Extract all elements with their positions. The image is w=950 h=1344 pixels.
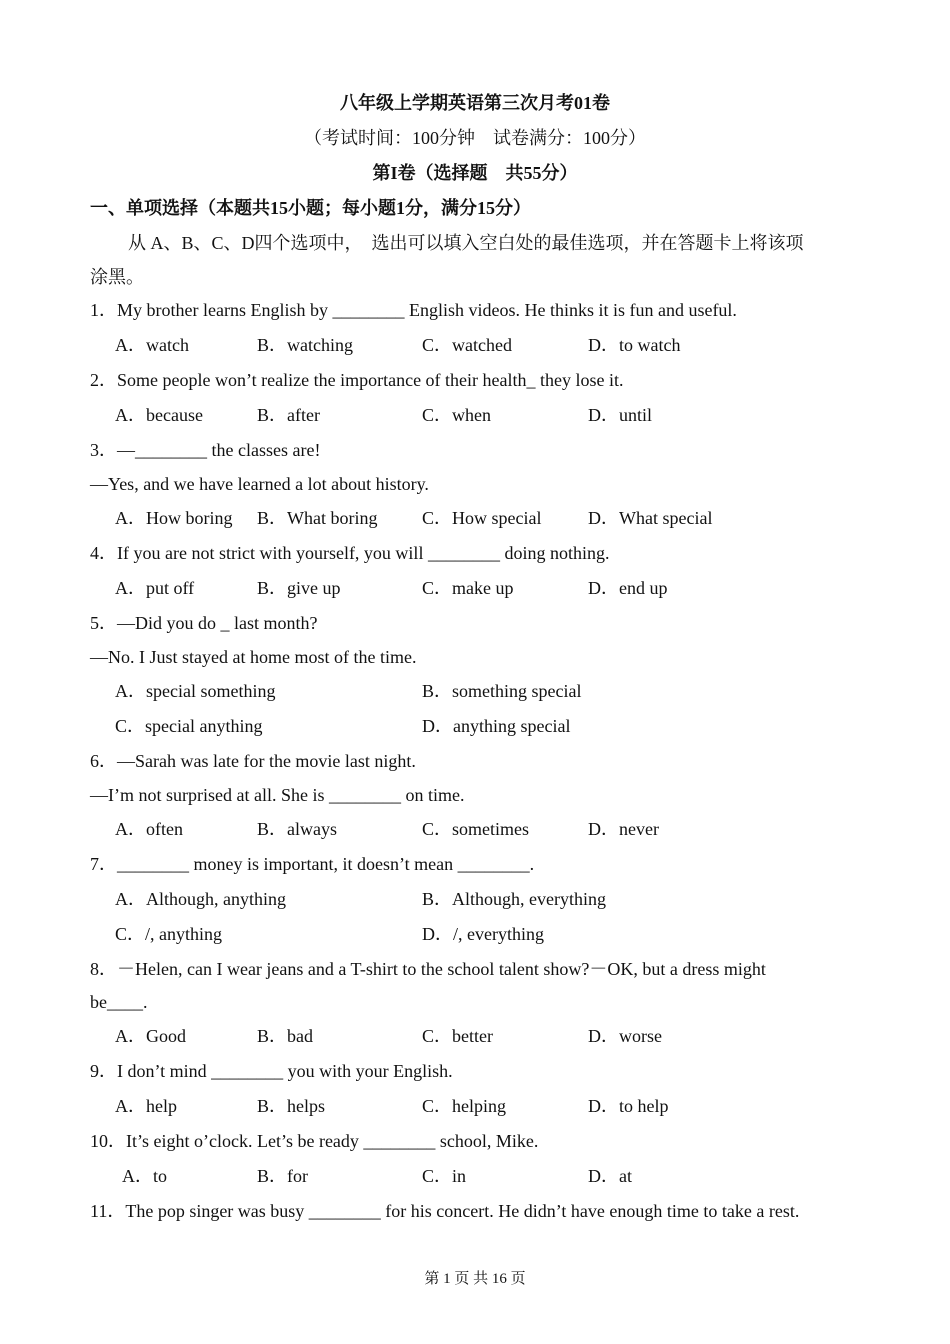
question-stem: 5．—Did you do _ last month? — [90, 613, 318, 633]
question-stem: 7．________ money is important, it doesn’t mean ________. — [90, 854, 535, 874]
option-b: B．give up — [257, 578, 341, 598]
option-a: A．How boring — [115, 508, 233, 528]
option-d: D．anything special — [422, 716, 571, 736]
option-b: B．What boring — [257, 508, 378, 528]
exam-title: 八年级上学期英语第三次月考01卷 — [340, 93, 610, 113]
option-a: A．often — [115, 819, 183, 839]
question-stem: 8．－Helen, can I wear jeans and a T-shirt to the school talent show?－OK, but a dress might — [90, 959, 766, 979]
option-b: B．helps — [257, 1096, 326, 1116]
option-c: C．better — [422, 1026, 493, 1046]
instruction-line-1: 从 A、B、C、D四个选项中， 选出可以填入空白处的最佳选项，并在答题卡上将该项 — [128, 233, 804, 253]
question-stem: 2．Some people won’t realize the importance of their health_ they lose it. — [90, 370, 624, 390]
option-c: C．How special — [422, 508, 542, 528]
option-a: A．help — [115, 1096, 177, 1116]
option-d: D．worse — [588, 1026, 662, 1046]
option-c: C．sometimes — [422, 819, 529, 839]
option-c: C．special anything — [115, 716, 263, 736]
option-b: B．always — [257, 819, 337, 839]
question-stem: 11．The pop singer was busy ________ for his concert. He didn’t have enough time to take a rest. — [90, 1201, 800, 1221]
option-d: D．never — [588, 819, 659, 839]
question-stem: 3．—________ the classes are! — [90, 440, 321, 460]
question-stem-reply: —Yes, and we have learned a lot about history. — [90, 474, 429, 494]
option-a: A．Although, anything — [115, 889, 286, 909]
option-c: C．in — [422, 1166, 467, 1186]
option-d: D．What special — [588, 508, 713, 528]
page-footer: 第 1 页 共 16 页 — [424, 1271, 526, 1287]
option-a: A．put off — [115, 578, 195, 598]
section-heading: 第I卷（选择题 共55分） — [372, 163, 578, 183]
option-d: D．to watch — [588, 335, 681, 355]
question-stem: 1．My brother learns English by ________ English videos. He thinks it is fun and useful. — [90, 300, 737, 320]
question-stem: 4．If you are not strict with yourself, you will ________ doing nothing. — [90, 543, 610, 563]
part-heading: 一、单项选择（本题共15小题；每小题1分，满分15分） — [90, 198, 531, 218]
option-a: A．because — [115, 405, 203, 425]
option-d: D．at — [588, 1166, 632, 1186]
option-c: C．make up — [422, 578, 514, 598]
option-a: A．special something — [115, 681, 276, 701]
option-d: D．/, everything — [422, 924, 544, 944]
question-stem: 6．—Sarah was late for the movie last night. — [90, 751, 416, 771]
option-d: D．until — [588, 405, 653, 425]
option-b: B．Although, everything — [422, 889, 606, 909]
option-c: C．/, anything — [115, 924, 222, 944]
question-stem: 9．I don’t mind ________ you with your English. — [90, 1061, 453, 1081]
question-stem-reply: —No. I Just stayed at home most of the time. — [90, 647, 417, 667]
option-d: D．to help — [588, 1096, 669, 1116]
exam-subtitle: （考试时间：100分钟 试卷满分：100分） — [304, 128, 646, 148]
option-b: B．after — [257, 405, 320, 425]
option-b: B．watching — [257, 335, 353, 355]
option-a: A．to — [122, 1166, 167, 1186]
option-c: C．helping — [422, 1096, 506, 1116]
question-stem-continued: be____. — [90, 992, 148, 1012]
option-a: A．Good — [115, 1026, 186, 1046]
question-stem: 10．It’s eight o’clock. Let’s be ready ________ school, Mike. — [90, 1131, 539, 1151]
option-c: C．watched — [422, 335, 512, 355]
option-b: B．something special — [422, 681, 582, 701]
option-b: B．for — [257, 1166, 308, 1186]
option-a: A．watch — [115, 335, 189, 355]
option-b: B．bad — [257, 1026, 313, 1046]
option-d: D．end up — [588, 578, 668, 598]
option-c: C．when — [422, 405, 491, 425]
instruction-line-2: 涂黑。 — [90, 267, 144, 287]
question-stem-reply: —I’m not surprised at all. She is ________ on time. — [90, 785, 465, 805]
